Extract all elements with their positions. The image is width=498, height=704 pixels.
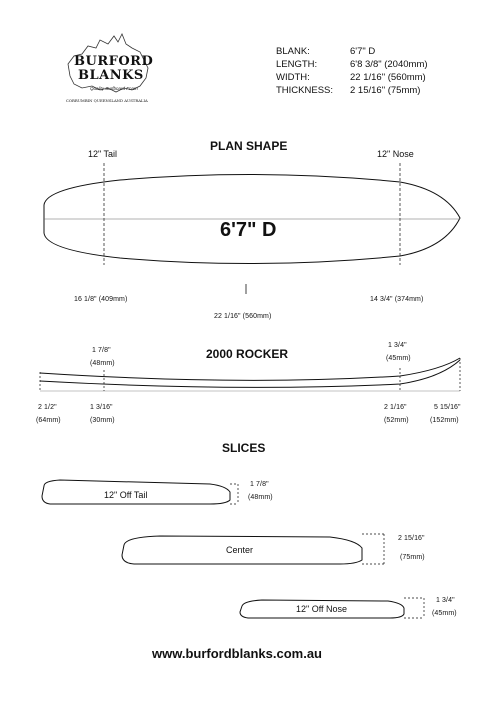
- rocker-tail12-top: 1 7/8": [92, 347, 111, 354]
- spec-thickness-value: 2 15/16" (75mm): [350, 85, 421, 96]
- slice-center-thickness: 2 15/16": [398, 535, 425, 542]
- spec-blank-value: 6'7" D: [350, 46, 376, 57]
- slice-center-mm: (75mm): [400, 554, 425, 561]
- rocker-tail-end-mm: (64mm): [36, 417, 61, 424]
- rocker-nose-end: 5 15/16": [434, 404, 461, 411]
- logo-blanks: BLANKS: [78, 68, 144, 83]
- rocker-tail12: 1 3/16": [90, 404, 113, 411]
- rocker-tail12-mm: (30mm): [90, 417, 115, 424]
- plan-tail-label: 12" Tail: [88, 149, 118, 159]
- slice-tail-thickness: 1 7/8": [250, 481, 269, 488]
- slice-tail-mm: (48mm): [248, 494, 273, 501]
- spec-thickness-key: THICKNESS:: [276, 85, 334, 96]
- rocker-nose12-mm: (52mm): [384, 417, 409, 424]
- website-link[interactable]: www.burfordblanks.com.au: [152, 646, 322, 661]
- logo-burford: BURFORD: [74, 54, 154, 69]
- plan-nose-width: 14 3/4" (374mm): [370, 296, 424, 303]
- plan-center-width: 22 1/16" (560mm): [214, 313, 272, 320]
- rocker-nose12: 2 1/16": [384, 404, 407, 411]
- plan-nose-label: 12" Nose: [377, 149, 414, 159]
- slice-center-label: Center: [226, 545, 254, 555]
- rocker-nose12-top-mm: (45mm): [386, 355, 411, 362]
- slice-tail-label: 12" Off Tail: [104, 490, 148, 500]
- logo-location: CORRUMBIN QUEENSLAND AUSTRALIA: [66, 98, 148, 103]
- plan-shape-heading: PLAN SHAPE: [210, 139, 288, 153]
- rocker-heading: 2000 ROCKER: [206, 347, 289, 361]
- spec-blank-key: BLANK:: [276, 46, 310, 57]
- board-name: 6'7" D: [220, 219, 277, 241]
- spec-length-value: 6'8 3/8" (2040mm): [350, 59, 428, 70]
- plan-tail-width: 16 1/8" (409mm): [74, 296, 128, 303]
- slice-nose-mm: (45mm): [432, 610, 457, 617]
- slice-nose-label: 12" Off Nose: [296, 604, 348, 614]
- rocker-tail-end: 2 1/2": [38, 404, 57, 411]
- logo-tagline: Quality Surfboard Foam: [90, 86, 138, 91]
- rocker-tail12-top-mm: (48mm): [90, 360, 115, 367]
- rocker-nose-end-mm: (152mm): [430, 417, 459, 424]
- slices-heading: SLICES: [222, 441, 266, 455]
- slice-nose-thickness: 1 3/4": [436, 597, 455, 604]
- spec-width-value: 22 1/16" (560mm): [350, 72, 426, 83]
- rocker-nose12-top: 1 3/4": [388, 342, 407, 349]
- spec-length-key: LENGTH:: [276, 59, 318, 70]
- spec-width-key: WIDTH:: [276, 72, 310, 83]
